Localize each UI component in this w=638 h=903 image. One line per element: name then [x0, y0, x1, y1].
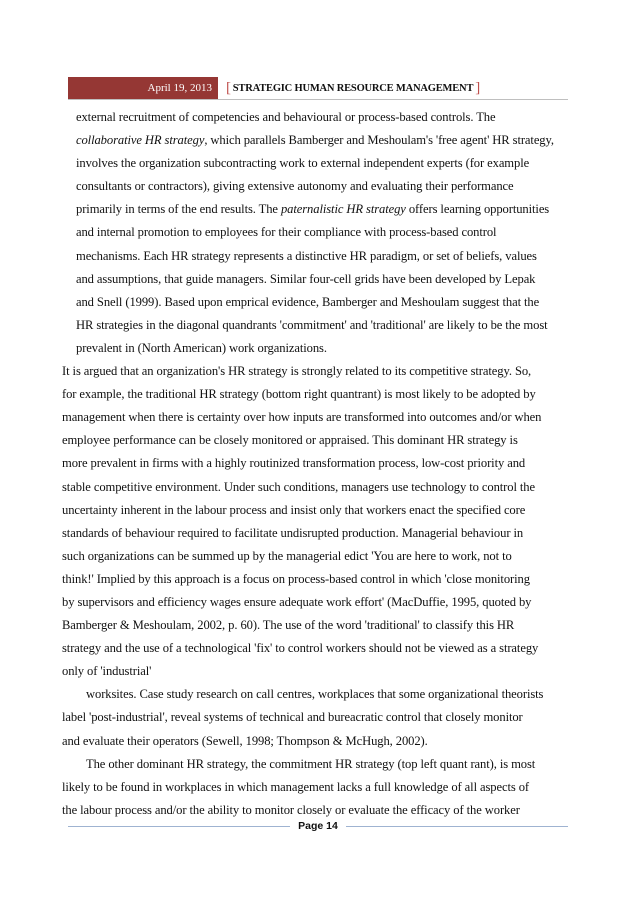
text-line: [76, 198, 572, 221]
text-line: Bamberger & Meshoulam, 2002, p. 60). The use of the word 'traditional' to classify this HR: [62, 618, 515, 633]
text-line: stable competitive environment. Under such conditions, managers use technology to control the: [62, 479, 535, 494]
page-number: Page 14: [298, 820, 338, 832]
text-line: label 'post-industrial', reveal systems of technical and bureacratic control that closely monitor: [62, 710, 523, 725]
text-line: and evaluate their operators (Sewell, 1998; Thompson & McHugh, 2002).: [62, 733, 428, 748]
text-line: standards of behaviour required to facilitate undisrupted production. Managerial behaviour in: [62, 525, 524, 540]
page-footer: [68, 820, 568, 832]
bracket-right: ]: [475, 79, 481, 96]
footer-rule-right: [346, 826, 568, 827]
body-text: [62, 106, 572, 822]
text-run: , which parallels Bamberger and Meshoulam's 'free agent' HR strategy,: [204, 133, 554, 148]
text-run: primarily in terms of the end results. The: [76, 202, 281, 217]
text-line: involves the organization subcontracting work to external independent experts (for example: [76, 156, 530, 171]
text-line: management when there is certainty over how inputs are transformed into outcomes and/or when: [62, 410, 542, 425]
bracket-left: [: [226, 79, 231, 96]
text-line: The other dominant HR strategy, the commitment HR strategy (top left quant rant), is most: [86, 756, 536, 771]
italic-term: collaborative HR strategy: [76, 133, 205, 148]
text-line: external recruitment of competencies and behavioural or process-based controls. The: [76, 110, 496, 124]
text-line: and internal promotion to employees for their compliance with process-based control: [76, 225, 497, 240]
text-line: by supervisors and efficiency wages ensure adequate work effort' (MacDuffie, 1995, quoted by: [62, 594, 532, 609]
text-line: more prevalent in firms with a highly routinized transformation process, low-cost priority and: [62, 456, 526, 471]
text-line: HR strategies in the diagonal quandrants 'commitment' and 'traditional' are likely to be the most: [76, 317, 548, 332]
text-line: It is argued that an organization's HR strategy is strongly related to its competitive strategy. So,: [62, 364, 532, 379]
header-title: STRATEGIC HUMAN RESOURCE MANAGEMENT: [232, 82, 474, 94]
header-date: April 19, 2013: [68, 77, 218, 99]
text-line: employee performance can be closely monitored or appraised. This dominant HR strategy is: [62, 433, 518, 448]
text-line: mechanisms. Each HR strategy represents a distinctive HR paradigm, or set of beliefs, values: [76, 248, 537, 263]
text-line: and assumptions, that guide managers. Similar four-cell grids have been developed by Lepak: [76, 271, 536, 286]
text-run: offers learning opportunities: [405, 202, 550, 217]
text-line: and Snell (1999). Based upon emprical evidence, Bamberger and Meshoulam suggest that the: [76, 294, 540, 309]
footer-rule-left: [68, 826, 290, 827]
page-header: [68, 77, 482, 99]
text-line: only of 'industrial': [62, 664, 152, 679]
text-line: consultants or contractors), giving extensive autonomy and evaluating their performance: [76, 179, 514, 194]
text-line: prevalent in (North American) work organizations.: [76, 340, 327, 355]
text-line: such organizations can be summed up by the managerial edict 'You are here to work, not to: [62, 548, 512, 563]
text-line: strategy and the use of a technological 'fix' to control workers should not be viewed as a strategy: [62, 641, 539, 656]
header-title-box: [218, 77, 482, 99]
italic-term: paternalistic HR strategy: [280, 202, 406, 217]
text-line: worksites. Case study research on call centres, workplaces that some organizational theorists: [86, 687, 544, 702]
text-line: for example, the traditional HR strategy (bottom right quantrant) is most likely to be adopted by: [62, 387, 536, 402]
text-line: uncertainty inherent in the labour process and insist only that workers enact the specified core: [62, 502, 526, 517]
header-rule: [68, 99, 568, 100]
text-line: the labour process and/or the ability to monitor closely or evaluate the efficacy of the worker: [62, 802, 520, 817]
text-line: likely to be found in workplaces in which management lacks a full knowledge of all aspects of: [62, 779, 530, 794]
text-line: [76, 129, 572, 152]
text-line: think!' Implied by this approach is a focus on process-based control in which 'close monitoring: [62, 571, 530, 586]
